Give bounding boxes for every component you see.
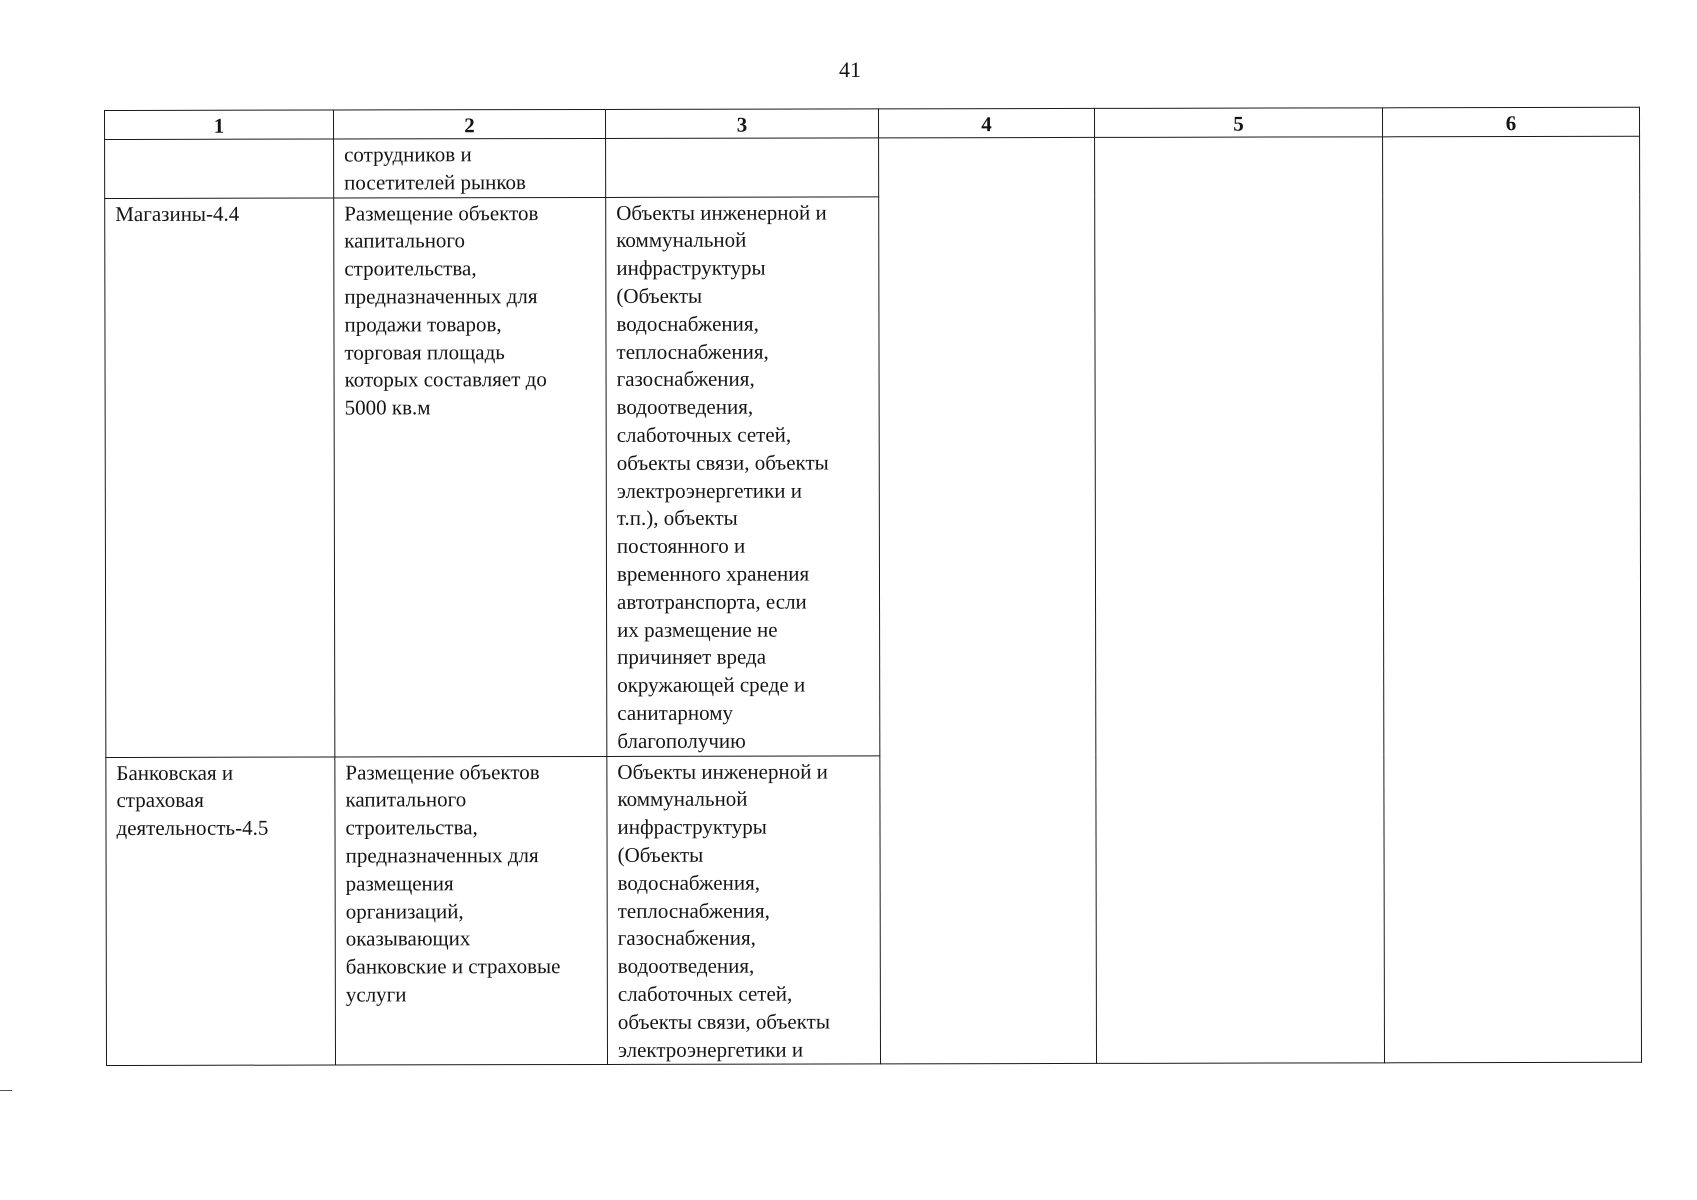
- header-col-1: 1: [105, 110, 334, 139]
- header-row: [105, 107, 1640, 139]
- table-body: [105, 136, 1642, 1066]
- cell-use-type: Магазины-4.4: [105, 198, 335, 757]
- header-col-3: 3: [605, 109, 878, 139]
- cell-use-type: [105, 139, 334, 198]
- cell-use-type: Банковская и страховая деятельность-4.5: [106, 757, 336, 1066]
- cell-description: Размещение объектов капитального строительства, предназначенных для продажи товаров, торговая площадь которых составляет до 5000 кв.м: [334, 197, 607, 757]
- cell-auxiliary-uses: [606, 138, 879, 197]
- header-col-6: 6: [1382, 107, 1639, 137]
- land-use-table: [104, 107, 1642, 1067]
- cell-col-6-empty: [1383, 136, 1642, 1063]
- header-col-2: 2: [334, 109, 606, 139]
- cell-auxiliary-uses: Объекты инженерной и коммунальной инфраструктуры (Объекты водоснабжения, теплоснабжения, газоснабжения, водоотведения, слаботочных сетей, объекты связи, объекты электроэнергетики и т.п.), объекты постоянного и временного хранения автотранспорта, если их размещение не причиняет вреда окружающей среде и санитарному благополучию: [606, 196, 880, 756]
- cell-description: сотрудников и посетителей рынков: [334, 138, 606, 197]
- table-row: [105, 136, 1640, 198]
- margin-mark: [0, 1090, 12, 1091]
- cell-col-4-empty: [879, 137, 1097, 1064]
- page-number: 41: [839, 57, 861, 82]
- cell-col-5-empty: [1095, 137, 1385, 1064]
- header-col-5: 5: [1094, 108, 1382, 138]
- header-col-4: 4: [878, 108, 1094, 137]
- cell-auxiliary-uses: Объекты инженерной и коммунальной инфраструктуры (Объекты водоснабжения, теплоснабжения, газоснабжения, водоотведения, слаботочных сетей, объекты связи, объекты электроэнергетики и: [607, 755, 881, 1064]
- table-header: [105, 107, 1640, 139]
- cell-description: Размещение объектов капитального строительства, предназначенных для размещения организаций, оказывающих банковские и страховые услуги: [335, 756, 608, 1065]
